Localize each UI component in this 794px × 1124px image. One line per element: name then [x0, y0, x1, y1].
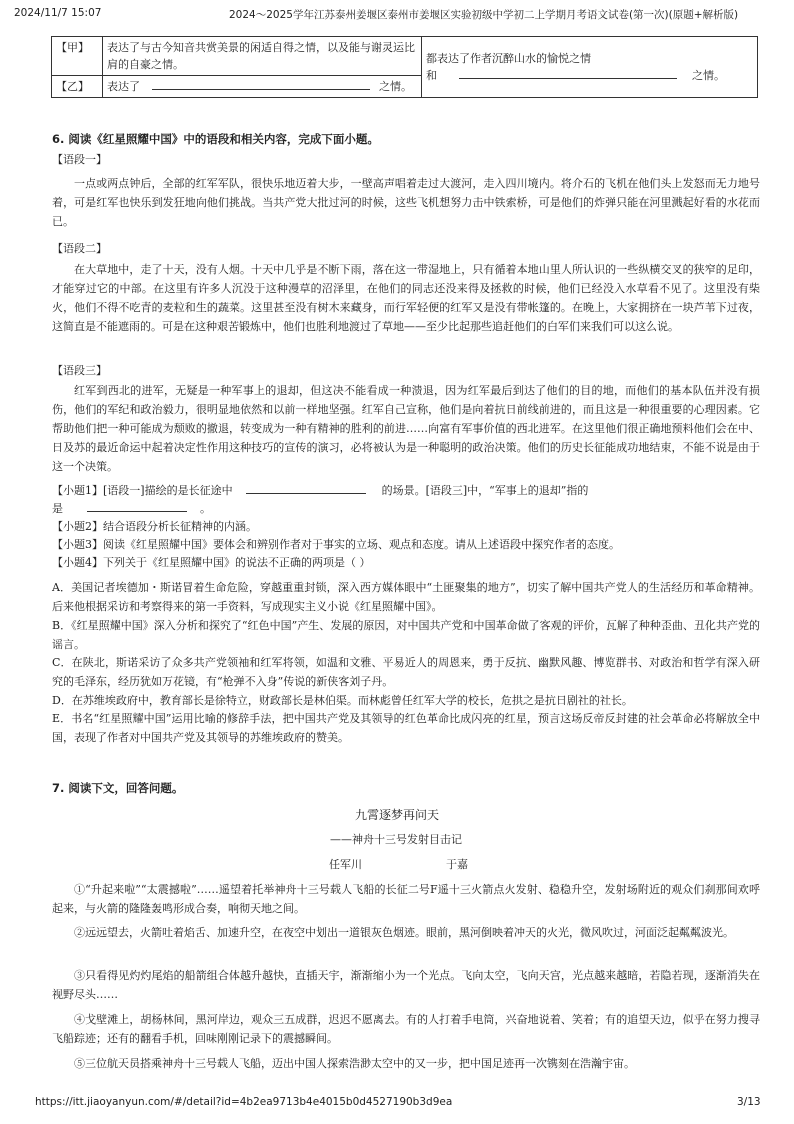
author-1: 任军川	[329, 858, 362, 871]
row-prefix: 表达了	[107, 80, 140, 93]
sub-question-1-continued	[52, 499, 211, 518]
fill-in-blank[interactable]	[87, 500, 187, 512]
option-e: E．书名“红星照耀中国”运用比喻的修辞手法，把中国共产党及其领导的红色革命比成闪亮的红星，预言这场反帝反封建的社会革命必将解放全中国，表现了作者对中国共产党及其领导的苏维埃政府的赞美。	[52, 712, 760, 744]
fill-in-blank[interactable]	[152, 78, 370, 90]
paragraph-1: ①“升起来啦”“太震撼啦”……遥望着托举神舟十三号载人飞船的长征二号F遥十三火箭点火发射、稳稳升空，发射场附近的观众们刹那间欢呼起来，与火箭的隆隆轰鸣形成合奏，响彻天地之间。	[52, 883, 760, 915]
segment-2-label: 【语段二】	[52, 242, 107, 255]
option-c: C．在陕北，斯诺采访了众多共产党领袖和红军将领，如温和文雅、平易近人的周恩来，勇于反抗、幽默风趣、博览群书、对政治和哲学有深入研究的毛泽东，经历犹如万花镜，有“枪弹不入身”传说的新侠客刘子丹。	[52, 656, 760, 688]
merged-text-end: 之情。	[692, 69, 725, 82]
question-6-title: 6. 阅读《红星照耀中国》中的语段和相关内容，完成下面小题。	[52, 132, 379, 146]
source-url[interactable]: https://itt.jiaoyanyun.com/#/detail?id=4b2ea9713b4e4015b0d4527190b3d9ea	[35, 1096, 453, 1108]
sub-question-1-end: 。	[200, 502, 211, 515]
segment-2-text: 在大草地中，走了十天，没有人烟。十天中几乎是不断下雨，落在这一带湿地上，只有循着本地山里人所认识的一些纵横交叉的狭窄的足印，才能穿过它的中部。在这里有许多人沉没于这种漫草的沼泽里，在他们的同志还没来得及拯救的时候，他们已经没入水草看不见了。这里没有柴火，他们不得不吃青的麦粒和生的蔬菜。这里甚至没有树木来藏身，而行军轻便的红军又是没有带帐篷的。在晚上，大家拥挤在一块芦苇下过夜，这简直是不能遮雨的。可是在这种艰苦锻炼中，他们也胜利地渡过了草地——至少比起那些追赶他们的白军们来我们可以这么说。	[52, 263, 760, 333]
page-number: 3/13	[737, 1096, 761, 1108]
segment-3-label: 【语段三】	[52, 364, 107, 377]
fill-in-blank[interactable]	[459, 67, 677, 79]
question-7-title: 7. 阅读下文，回答问题。	[52, 781, 184, 795]
sub-question-1-text-3: 是	[52, 502, 63, 515]
sub-question-2: 【小题2】结合语段分析长征精神的内涵。	[52, 520, 257, 533]
sub-question-4: 【小题4】下列关于《红星照耀中国》的说法不正确的两项是（ ）	[52, 556, 371, 569]
print-datetime: 2024/11/7 15:07	[14, 7, 102, 19]
article-title: 九霄逐梦再问天	[355, 808, 440, 822]
row-suffix: 之情。	[379, 80, 412, 93]
sub-question-1	[52, 481, 588, 500]
option-d: D．在苏维埃政府中，教育部长是徐特立，财政部长是林伯渠。而林彪曾任红军大学的校长，危拱之是抗日剧社的社长。	[52, 694, 633, 707]
merged-text-and: 和	[426, 69, 437, 82]
option-b: B．《红星照耀中国》深入分析和探究了“红色中国”产生、发展的原因，对中国共产党和中国革命做了客观的评价，瓦解了种种歪曲、丑化共产党的谣言。	[52, 619, 760, 651]
author-2: 于嘉	[446, 858, 468, 871]
sub-question-1-text-2: 的场景。[语段三]中，“军事上的退却”指的	[381, 484, 589, 497]
paragraph-4: ④戈壁滩上，胡杨林间，黑河岸边，观众三五成群，迟迟不愿离去。有的人打着手电筒，兴奋地说着、笑着；有的追望天边，似乎在努力搜寻飞船踪迹；还有的翻看手机，回味刚刚记录下的震撼瞬间。	[52, 1013, 760, 1045]
sub-question-3: 【小题3】阅读《红星照耀中国》要体会和辨别作者对于事实的立场、观点和态度。请从上述语段中探究作者的态度。	[52, 538, 620, 551]
segment-3-text: 红军到西北的进军，无疑是一种军事上的退却，但这决不能看成一种溃退，因为红军最后到达了他们的目的地，而他们的基本队伍并没有损伤，他们的军纪和政治毅力，很明显地依然和以前一样地坚强。红军自己宣称，他们是向着抗日前线前进的，而且这是一种很重要的心理因素。它帮助他们把一种可能成为颓败的撤退，转变成为一种有精神的胜利的前进……向富有军事价值的西北进军。在这里他们很正确地预料他们会在中、日及苏的最近命运中起着决定性作用这种技巧的宣传的演习，必将被认为是一种聪明的政治决策。他们的历史长征能成功地结束，不能不说是由于这一个决策。	[52, 384, 760, 473]
article-subtitle: ——神舟十三号发射目击记	[330, 833, 462, 846]
merged-text: 都表达了作者沉醉山水的愉悦之情	[426, 52, 591, 65]
row-label: 【甲】	[52, 37, 103, 76]
row-text: 表达了与古今知音共赏美景的闲适自得之情，以及能与谢灵运比肩的自豪之情。	[103, 37, 422, 76]
segment-1-label: 【语段一】	[52, 153, 107, 166]
table-row	[52, 37, 758, 76]
answer-table	[51, 36, 758, 98]
paragraph-2: ②远远望去，火箭吐着焰舌、加速升空，在夜空中划出一道银灰色烟迹。眼前，黑河倒映着冲天的火光，微风吹过，河面泛起粼粼波光。	[74, 926, 734, 939]
document-title: 2024～2025学年江苏泰州姜堰区泰州市姜堰区实验初级中学初二上学期月考语文试卷(第一次)(原题+解析版)	[229, 9, 739, 21]
paragraph-5: ⑤三位航天员搭乘神舟十三号载人飞船，迈出中国人探索浩渺太空中的又一步，把中国足迹再一次镌刻在浩瀚宇宙。	[74, 1057, 635, 1070]
row-label: 【乙】	[52, 76, 103, 98]
merged-cell	[422, 37, 758, 98]
segment-1-text: 一点或两点钟后，全部的红军军队，很快乐地迈着大步，一壁高声唱着走过大渡河，走入四川境内。将介石的飞机在他们头上发怒而无力地号着，可是红军也快乐到发狂地向他们挑战。当共产党大批过河的时候，这些飞机想努力击中铁索桥，可是他们的炸弹只能在河里溅起好看的水花而已。	[52, 177, 760, 228]
paragraph-3: ③只看得见灼灼尾焰的船箭组合体越升越快，直插天宇，渐渐缩小为一个光点。飞向太空，飞向天宫，光点越来越暗，若隐若现，逐渐消失在视野尽头……	[52, 969, 760, 1001]
sub-question-1-text: 【小题1】[语段一]描绘的是长征途中	[52, 484, 233, 497]
fill-in-blank[interactable]	[246, 482, 366, 494]
option-a: A．美国记者埃德加・斯诺冒着生命危险，穿越重重封锁，深入西方媒体眼中“土匪聚集的地方”，切实了解中国共产党人的生活经历和革命精神。后来他根据采访和考察得来的第一手资料，写成现实主义小说《红星照耀中国》。	[52, 581, 760, 613]
